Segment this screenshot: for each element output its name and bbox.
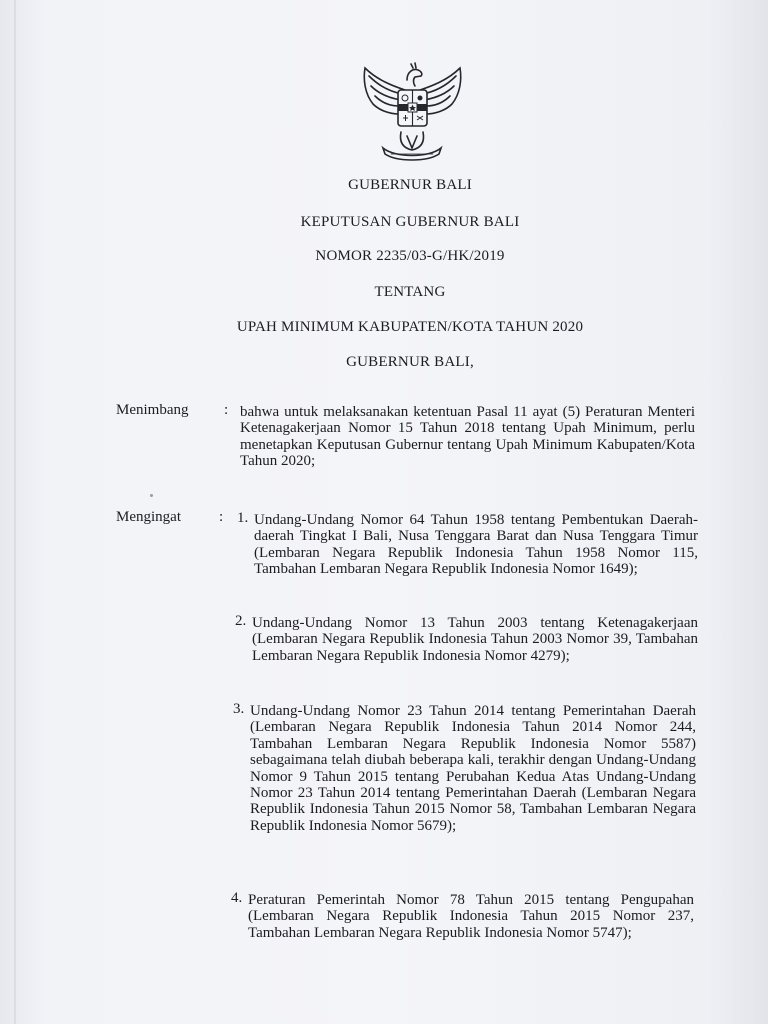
mengingat-item-3: Undang-Undang Nomor 23 Tahun 2014 tentang Pemerintahan Daerah (Lembaran Negara Republik Indonesia Tahun 2014 Nomor 244, Tambahan Lembaran Negara Republik Indonesia Nomor 5587) sebagaimana telah diubah beberapa kali, terakhir dengan Undang-Undang Nomor 9 Tahun 2015 tentang Perubahan Kedua Atas Undang-Undang Nomor 23 Tahun 2014 tentang Pemerintahan Daerah (Lembaran Negara Republik Indonesia Tahun 2015 Nomor 58, Tambahan Lembaran Negara Republik Indonesia Nomor 5679); [250, 703, 696, 834]
mengingat-item-4: Peraturan Pemerintah Nomor 78 Tahun 2015 tentang Pengupahan (Lembaran Negara Republik Indonesia Tahun 2015 Nomor 237, Tambahan Lembaran Negara Republik Indonesia Nomor 5747); [248, 892, 694, 941]
mengingat-item-number: 3. [233, 701, 245, 717]
paper-fold-shadow [14, 0, 16, 1024]
enacting-authority: GUBERNUR BALI, [346, 354, 474, 370]
menimbang-label: Menimbang [116, 402, 189, 418]
scan-speck [150, 494, 153, 497]
mengingat-item-2: Undang-Undang Nomor 13 Tahun 2003 tentang Ketenagakerjaan (Lembaran Negara Republik Indonesia Tahun 2003 Nomor 39, Tambahan Lembaran Negara Republik Indonesia Nomor 4279); [252, 615, 698, 664]
decree-number: NOMOR 2235/03-G/HK/2019 [315, 248, 505, 264]
mengingat-item-1: Undang-Undang Nomor 64 Tahun 1958 tentang Pembentukan Daerah-daerah Tingkat I Bali, Nusa Tenggara Barat dan Nusa Tenggara Timur (Lembaran Negara Republik Indonesia Tahun 1958 Nomor 115, Tambahan Lembaran Negara Republik Indonesia Nomor 1649); [254, 512, 698, 578]
menimbang-colon: : [224, 402, 229, 418]
about-label: TENTANG [374, 284, 446, 300]
issuer-title: GUBERNUR BALI [348, 177, 472, 193]
menimbang-text: bahwa untuk melaksanakan ketentuan Pasal 11 ayat (5) Peraturan Menteri Ketenagakerjaan Nomor 15 Tahun 2018 tentang Upah Minimum, perlu menetapkan Keputusan Gubernur tentang Upah Minimum Kabupaten/Kota Tahun 2020; [240, 404, 695, 470]
mengingat-label: Mengingat [116, 509, 181, 525]
mengingat-item-number: 2. [235, 613, 247, 629]
garuda-emblem-icon [355, 50, 470, 162]
mengingat-colon: : [219, 509, 224, 525]
decree-subject: UPAH MINIMUM KABUPATEN/KOTA TAHUN 2020 [236, 319, 584, 335]
mengingat-item-number: 4. [231, 890, 243, 906]
decree-type: KEPUTUSAN GUBERNUR BALI [300, 214, 520, 230]
mengingat-item-number: 1. [237, 510, 249, 526]
